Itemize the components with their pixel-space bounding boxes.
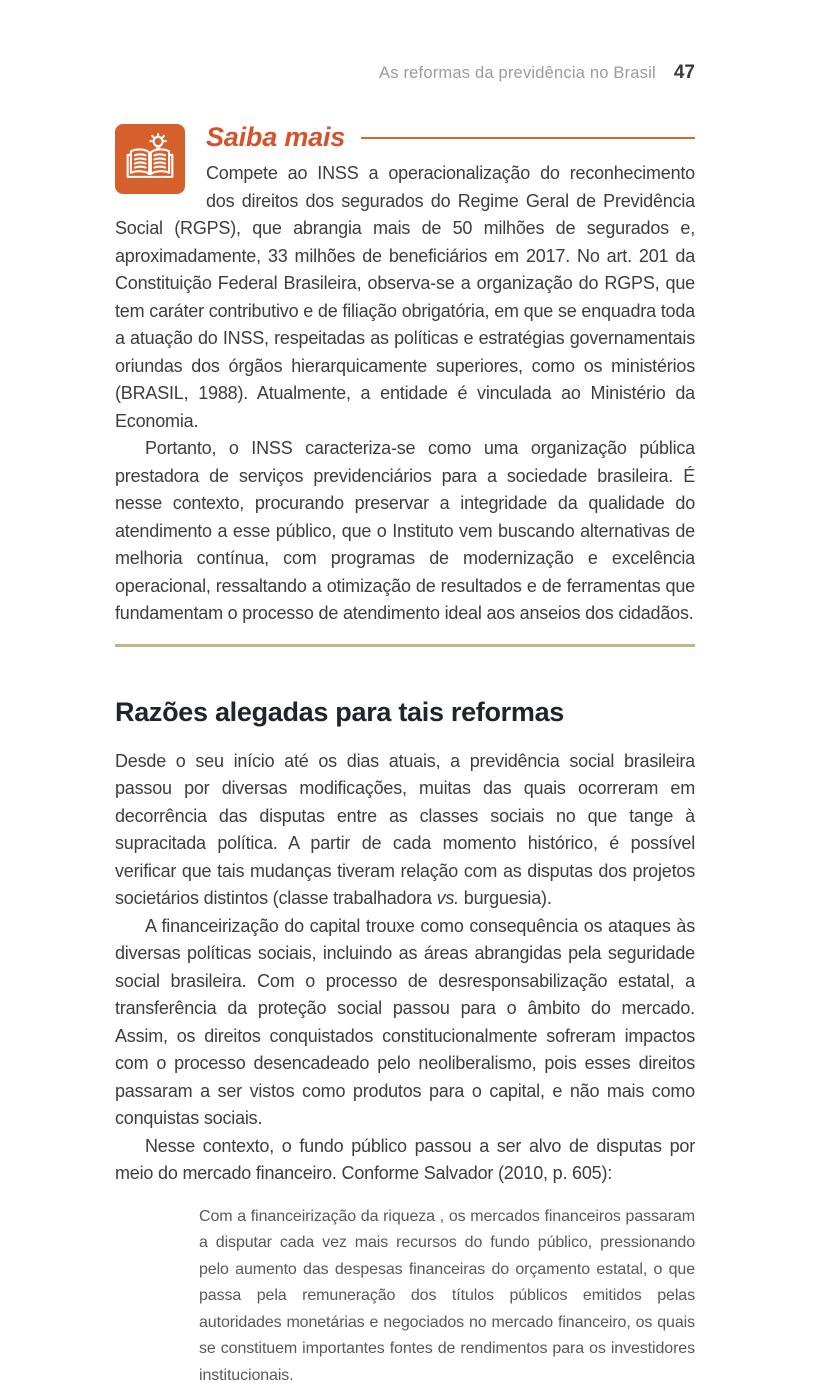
section-paragraph-3: Nesse contexto, o fundo público passou a ser alvo de disputas por meio do mercado financeiro. Conforme Salvador (2010, p. 605): [115,1133,695,1188]
paragraph-text-before-vs: Desde o seu início até os dias atuais, a previdência social brasileira passou por diversas modificações, muitas das quais ocorreram em decorrência das disputas entre as classes sociais no que tange à supracitada política. A partir de cada momento histórico, é possível verificar que tais mudanças tiveram relação com as disputas dos projetos societários distintos (classe trabalhadora [115,751,695,909]
page-number: 47 [674,62,695,84]
section-paragraph-2: A financeirização do capital trouxe como consequência os ataques às diversas políticas sociais, incluindo as áreas abrangidas pela seguridade social brasileira. Com o processo de desresponsabilização estatal, a transferência da proteção social passou para o âmbito do mercado. Assim, os direitos conquistados constitucionalmente sofreram impactos com o processo desencadeado pelo neoliberalismo, pois esses direitos passaram a ser vistos como produtos para o capital, e não mais como conquistas sociais. [115,913,695,1133]
section-heading: Razões alegadas para tais reformas [115,697,695,728]
saiba-mais-box [115,122,695,647]
running-header [115,62,695,84]
paragraph-text-after-vs: burguesia). [459,888,552,908]
saiba-mais-rule [361,137,695,139]
vs-italic-label: vs. [437,888,459,908]
section-paragraph-1 [115,748,695,913]
saiba-mais-title: Saiba mais [206,122,345,153]
book-lightbulb-icon [115,124,185,194]
saiba-mais-paragraph-1: Compete ao INSS a operacionalização do reconhecimento dos direitos dos segurados do Regime Geral de Previdência Social (RGPS), que abrangia mais de 50 milhões de segurados e, aproximadamente, 33 milhões de beneficiários em 2017. No art. 201 da Constituição Federal Brasileira, observa-se a organização do RGPS, que tem caráter contributivo e de filiação obrigatória, em que se enquadra toda a atuação do INSS, respeitadas as políticas e estratégias governamentais oriundas dos órgãos hierarquicamente superiores, como os ministérios (BRASIL, 1988). Atualmente, a entidade é vinculada ao Ministério da Economia. [115,160,695,435]
book-lightbulb-glyph [124,133,176,185]
citation-block: Com a financeirização da riqueza , os mercados financeiros passaram a disputar cada vez mais recursos do fundo público, pressionando pelo aumento das despesas financeiras do orçamento estatal, o que passa pela remuneração dos títulos públicos emitidos pelas autoridades monetárias e negociados no mercado financeiro, os quais se constituem importantes fontes de rendimentos para os investidores institucionais. [199,1204,695,1389]
saiba-mais-title-row [206,122,695,153]
running-title: As reformas da previdência no Brasil [379,64,656,83]
saiba-mais-paragraph-2: Portanto, o INSS caracteriza-se como uma organização pública prestadora de serviços previdenciários para a sociedade brasileira. É nesse contexto, procurando preservar a integridade da qualidade do atendimento a esse público, que o Instituto vem buscando alternativas de melhoria contínua, com programas de modernização e excelência operacional, ressaltando a otimização de resultados e de ferramentas que fundamentam o processo de atendimento ideal aos anseios dos cidadãos. [115,435,695,628]
